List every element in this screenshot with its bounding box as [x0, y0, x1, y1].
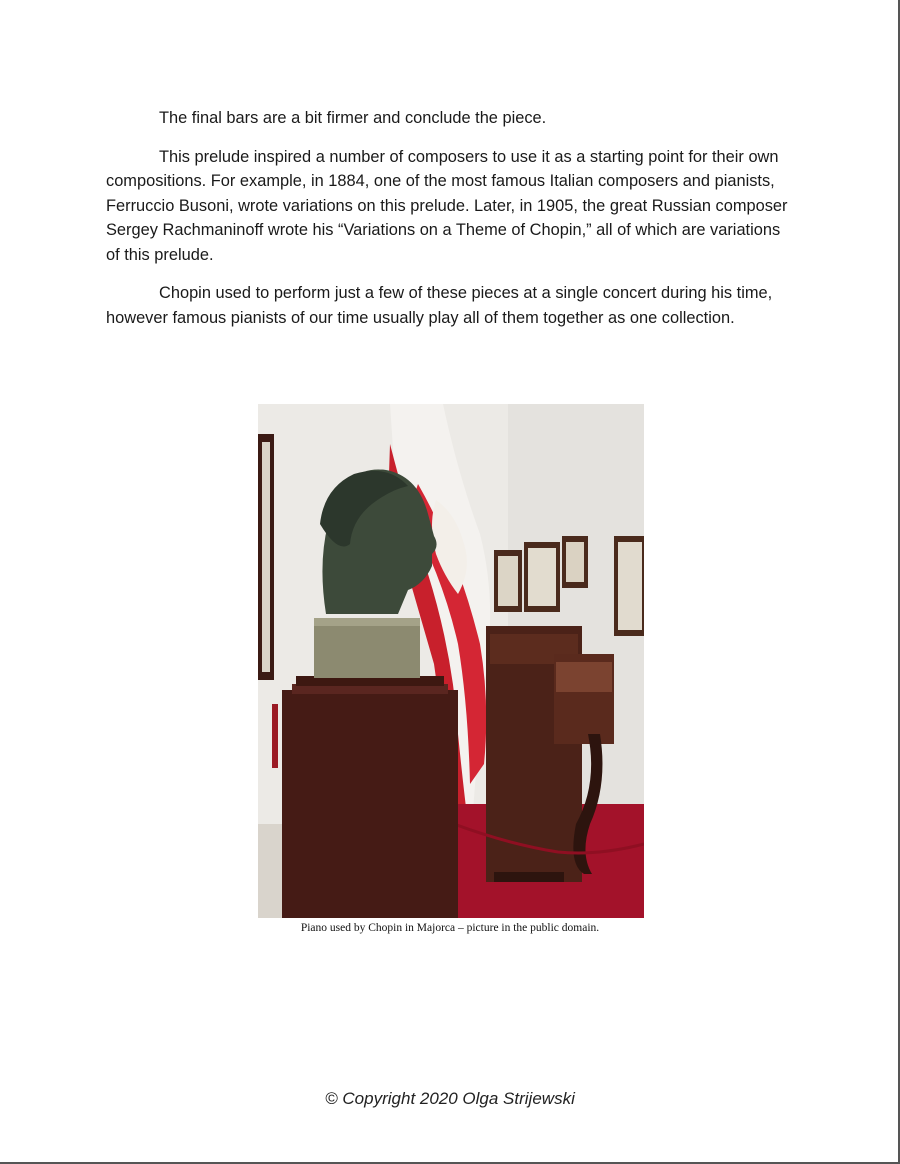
paragraph-1: The final bars are a bit firmer and conclude the piece.: [159, 109, 547, 127]
copyright-footer: © Copyright 2020 Olga Strijewski: [325, 1089, 575, 1108]
paragraph-2: This prelude inspired a number of composers to use it as a starting point for their own compositions. For example, in 1884, one of the most famous Italian composers and pianists, Ferruccio Busoni, wrote variations on this prelude. Later, in 1905, the great Russian composer Sergey Rachmaninoff wrote his “Variations on a Theme of Chopin,” all of which are variations of this prelude.: [106, 147, 788, 264]
paragraph-3: Chopin used to perform just a few of these pieces at a single concert during his time, however famous pianists of our time usually play all of them together as one collection.: [106, 284, 773, 327]
figure-caption: Piano used by Chopin in Majorca – picture in the public domain.: [300, 922, 600, 934]
chopin-bust-piano-photo: [258, 404, 644, 918]
body-text: [106, 106, 798, 344]
